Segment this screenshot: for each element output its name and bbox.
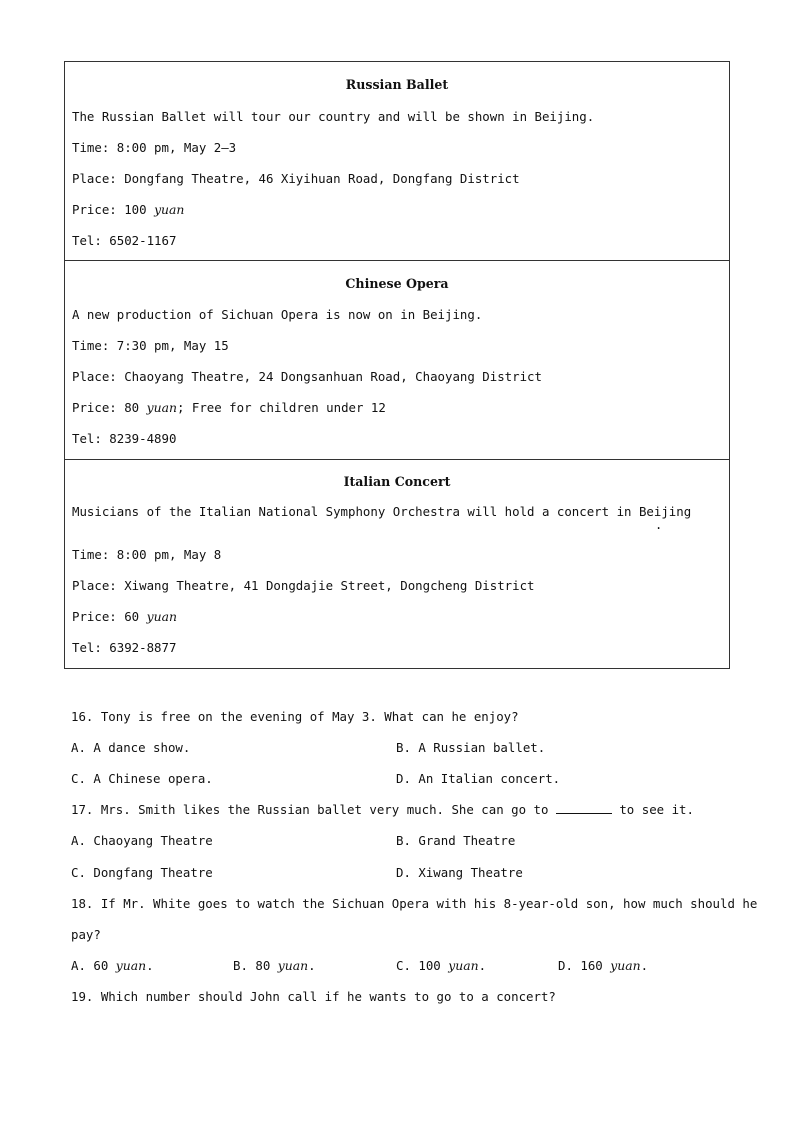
advertisement-table (64, 61, 730, 669)
ad-russian-ballet (65, 62, 729, 261)
question-18-option-b (233, 958, 316, 974)
question-16-option-b: B. A Russian ballet. (396, 740, 546, 755)
option-unit: yuan (610, 958, 641, 973)
ad-chinese-opera (65, 261, 729, 460)
ad-price (72, 400, 386, 416)
ad-time: Time: 8:00 pm, May 8 (72, 547, 222, 562)
ad-intro: The Russian Ballet will tour our country and will be shown in Beijing. (72, 109, 595, 124)
ad-title: Chinese Opera (345, 276, 449, 291)
option-unit: yuan (277, 958, 309, 973)
ad-intro: A new production of Sichuan Opera is now on in Beijing. (72, 307, 483, 322)
stem-text: 17. Mrs. Smith likes the Russian ballet very much. She can go to (71, 802, 556, 817)
ad-price (72, 609, 177, 625)
question-18-stem-line2: pay? (71, 927, 101, 942)
ad-intro: Musicians of the Italian National Symphony Orchestra will hold a concert in Beijing (72, 504, 692, 519)
question-17-option-d: D. Xiwang Theatre (396, 865, 523, 880)
question-17-option-a: A. Chaoyang Theatre (71, 833, 213, 848)
question-18-option-d (558, 958, 648, 974)
price-unit: yuan (146, 609, 177, 624)
question-16-stem: 16. Tony is free on the evening of May 3. What can he enjoy? (71, 709, 519, 724)
ad-place: Place: Xiwang Theatre, 41 Dongdajie Street, Dongcheng District (72, 578, 535, 593)
ad-tel: Tel: 6502-1167 (72, 233, 177, 248)
option-text: D. 160 (558, 958, 611, 973)
question-18-stem-line1: 18. If Mr. White goes to watch the Sichuan Opera with his 8-year-old son, how much should he (71, 896, 758, 911)
option-period: . (640, 958, 649, 973)
price-value: Price: 100 (72, 202, 155, 217)
price-unit: yuan (154, 202, 185, 217)
ad-price (72, 202, 184, 218)
question-17-option-b: B. Grand Theatre (396, 833, 516, 848)
option-period: . (146, 958, 154, 973)
ad-italian-concert (65, 460, 729, 668)
stray-period: . (655, 518, 663, 532)
option-period: . (478, 958, 487, 973)
ad-tel: Tel: 8239-4890 (72, 431, 177, 446)
question-16-option-c: C. A Chinese opera. (71, 771, 213, 786)
option-text: C. 100 (396, 958, 449, 973)
question-16-option-d: D. An Italian concert. (396, 771, 561, 786)
question-18-option-c (396, 958, 486, 974)
price-value: Price: 60 (72, 609, 147, 624)
option-unit: yuan (448, 958, 479, 973)
ad-title: Italian Concert (343, 474, 451, 489)
ad-time: Time: 8:00 pm, May 2—3 (72, 140, 237, 155)
question-18-option-a (71, 958, 154, 974)
ad-title: Russian Ballet (345, 77, 449, 92)
option-period: . (308, 958, 316, 973)
question-17-stem (71, 802, 694, 818)
price-note: ; Free for children under 12 (176, 400, 386, 415)
price-value: Price: 80 (72, 400, 147, 415)
ad-tel: Tel: 6392-8877 (72, 640, 177, 655)
price-unit: yuan (146, 400, 177, 415)
question-17-option-c: C. Dongfang Theatre (71, 865, 213, 880)
ad-place: Place: Dongfang Theatre, 46 Xiyihuan Road, Dongfang District (72, 171, 520, 186)
question-19-stem: 19. Which number should John call if he wants to go to a concert? (71, 989, 556, 1004)
answer-blank (556, 803, 612, 814)
option-text: B. 80 (233, 958, 278, 973)
ad-place: Place: Chaoyang Theatre, 24 Dongsanhuan Road, Chaoyang District (72, 369, 542, 384)
option-text: A. 60 (71, 958, 116, 973)
question-16-option-a: A. A dance show. (71, 740, 191, 755)
stem-text-end: to see it. (611, 802, 694, 817)
option-unit: yuan (115, 958, 147, 973)
ad-time: Time: 7:30 pm, May 15 (72, 338, 229, 353)
